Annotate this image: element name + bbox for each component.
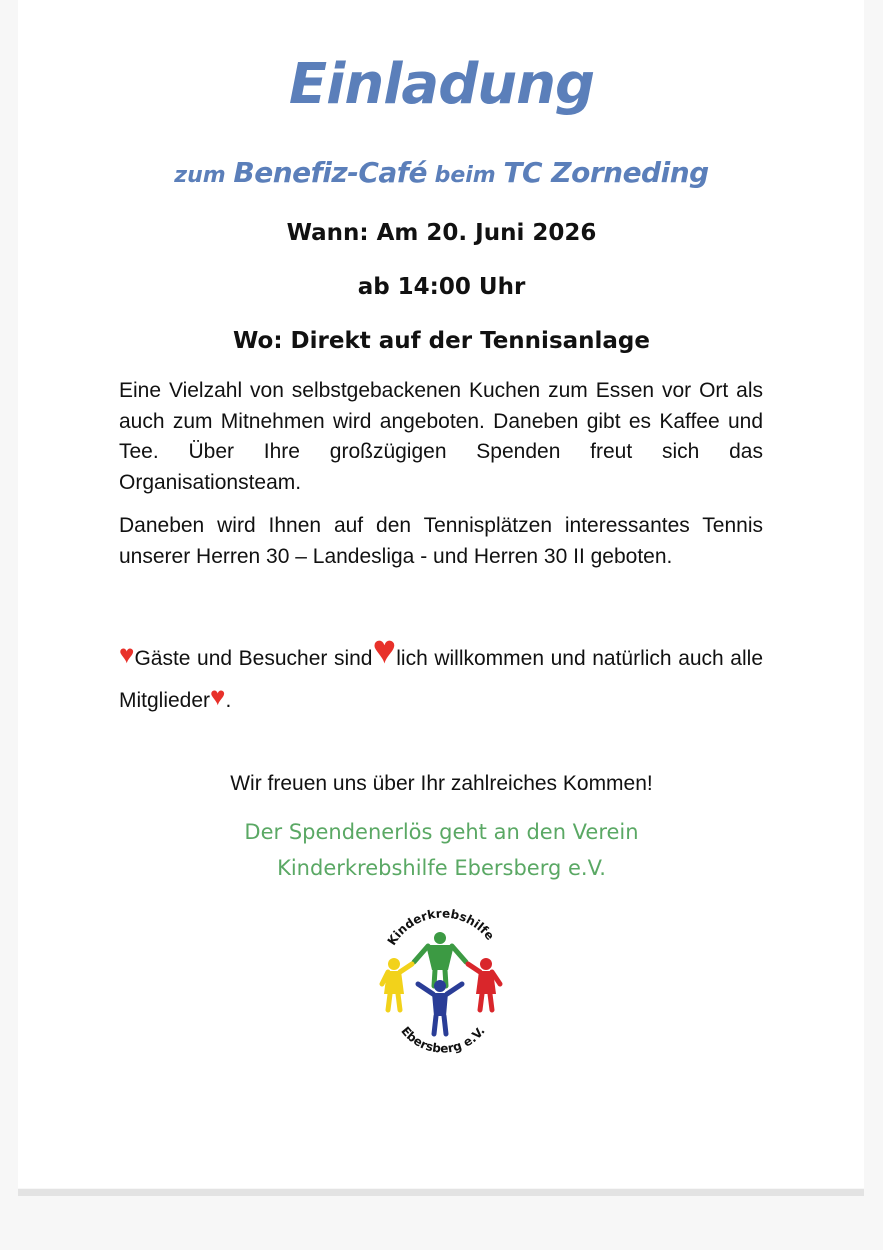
subtitle-event-name: Benefiz-Café	[233, 156, 427, 189]
event-date: Wann: Am 20. Juni 2026	[286, 220, 597, 246]
event-time: ab 14:00 Uhr	[357, 274, 526, 300]
logo-figure-blue	[418, 980, 462, 1034]
paragraph-tennis: Daneben wird Ihnen auf den Tennisplätzen interessantes Tennis unserer Herren 30 – Landesliga - und Herren 30 II geboten.	[119, 514, 763, 568]
invitation-title: Einladung	[288, 52, 595, 117]
logo-figure-yellow	[382, 958, 412, 1010]
welcome-text-1: Gäste und Besucher sind	[134, 647, 373, 670]
heart-icon: ♥	[119, 639, 135, 669]
logo-figure-red	[468, 958, 500, 1010]
heart-icon: ♥	[210, 681, 226, 711]
heart-icon: ♥	[372, 628, 397, 672]
invitation-subtitle	[0, 156, 883, 189]
paragraph-cakes: Eine Vielzahl von selbstgebackenen Kuchen zum Essen vor Ort als auch zum Mitnehmen wird angeboten. Daneben gibt es Kaffee und Tee. Über Ihre großzügigen Spenden freut sich das Organisationsteam.	[119, 379, 763, 494]
event-location: Wo: Direkt auf der Tennisanlage	[232, 328, 650, 354]
kinderkrebshilfe-logo	[374, 906, 510, 1066]
subtitle-club-name: TC Zorneding	[503, 156, 709, 189]
subtitle-part-beim: beim	[426, 163, 504, 188]
donation-line-2: Kinderkrebshilfe Ebersberg e.V.	[277, 856, 606, 880]
logo-figure-green	[414, 932, 466, 986]
logo-top-text: Kinderkrebshilfe	[384, 906, 497, 948]
subtitle-part-zum: zum	[174, 163, 234, 188]
logo-bottom-text: Ebersberg e.V.	[398, 1023, 488, 1056]
welcome-text-3: .	[225, 689, 232, 712]
paragraph-welcome	[119, 628, 763, 722]
donation-line-1: Der Spendenerlös geht an den Verein	[244, 820, 639, 844]
page-bottom-divider	[18, 1189, 864, 1196]
welcome-text-2: lich willkommen und natürlich auch alle Mitglieder	[119, 647, 763, 712]
closing-line: Wir freuen uns über Ihr zahlreiches Kommen!	[230, 772, 653, 795]
